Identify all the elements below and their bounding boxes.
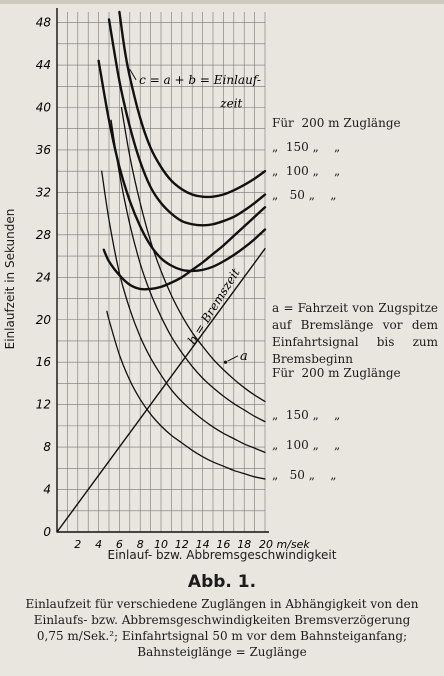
legend-bottom-row-3: „ 100 „ „ <box>272 438 341 452</box>
annotation-c-formula: c = a + b = Einlauf- <box>139 73 261 88</box>
legend-bottom-row-1: Für 200 m Zuglänge <box>272 366 401 380</box>
y-tick-label: 48 <box>35 15 51 30</box>
y-tick-label: 16 <box>35 355 51 370</box>
x-tick-label: 20 m/sek <box>259 538 310 551</box>
y-tick-label: 40 <box>35 100 51 115</box>
y-tick-label: 24 <box>35 270 51 285</box>
annotation-a-pointer <box>228 356 238 361</box>
x-tick-label: 16 <box>216 538 231 551</box>
y-tick-label: 20 <box>35 312 51 327</box>
y-tick-label: 4 <box>43 482 51 497</box>
x-tick-label: 10 <box>154 538 168 551</box>
legend-top-row-3: „ 100 „ „ <box>272 164 341 178</box>
y-tick-label: 28 <box>35 227 51 242</box>
annotation-a-dot <box>224 361 227 364</box>
x-tick-label: 6 <box>115 538 123 551</box>
x-tick-label: 8 <box>136 538 144 551</box>
y-tick-label: 12 <box>35 397 51 412</box>
curve-c-150-m-zugl-nge <box>109 19 265 225</box>
x-tick-label: 4 <box>95 538 103 551</box>
y-tick-label: 8 <box>43 440 51 455</box>
y-tick-label: 36 <box>35 142 51 157</box>
annotation-bremszeit: b = Bremszeit <box>184 265 243 347</box>
legend-bottom-row-2: „ 150 „ „ <box>272 408 341 422</box>
origin-label: 0 <box>43 525 51 539</box>
x-tick-label: 18 <box>237 538 252 551</box>
legend-a-definition: a = Fahrzeit von Zugspitze auf Bremslänge vor dem Einfahrtsignal bis zum Bremsbeginn <box>272 301 438 366</box>
x-tick-label: 14 <box>195 538 210 551</box>
figure-label: Abb. 1. <box>187 572 257 592</box>
x-tick-label: 2 <box>74 538 82 551</box>
x-axis-label: Einlauf- bzw. Abbremsgeschwindigkeit <box>107 548 337 562</box>
annotation-a: a <box>240 349 248 365</box>
annotation-c-formula-cont: zeit <box>220 96 243 111</box>
figure-caption: Einlaufzeit für verschiedene Zuglängen in Abhängigkeit von den Einlaufs- bzw. Abbremsgeschwindigkeiten Bremsverzögerung 0,75 m/Sek.²; Einfahrtsignal 50 m vor dem Bahnsteiganfang; Bahnsteiglänge = Zuglänge <box>25 597 419 659</box>
legend-top-row-1: Für 200 m Zuglänge <box>272 116 401 130</box>
legend-top-row-4: „ 50 „ „ <box>272 188 337 202</box>
legend-top-row-2: „ 150 „ „ <box>272 140 341 154</box>
y-tick-label: 44 <box>35 58 51 73</box>
legend-bottom-row-4: „ 50 „ „ <box>272 468 337 482</box>
y-axis-label: Einlaufzeit in Sekunden <box>3 208 17 350</box>
x-tick-label: 12 <box>174 538 189 551</box>
y-tick-label: 32 <box>35 185 51 200</box>
chart-ticks <box>36 16 311 551</box>
